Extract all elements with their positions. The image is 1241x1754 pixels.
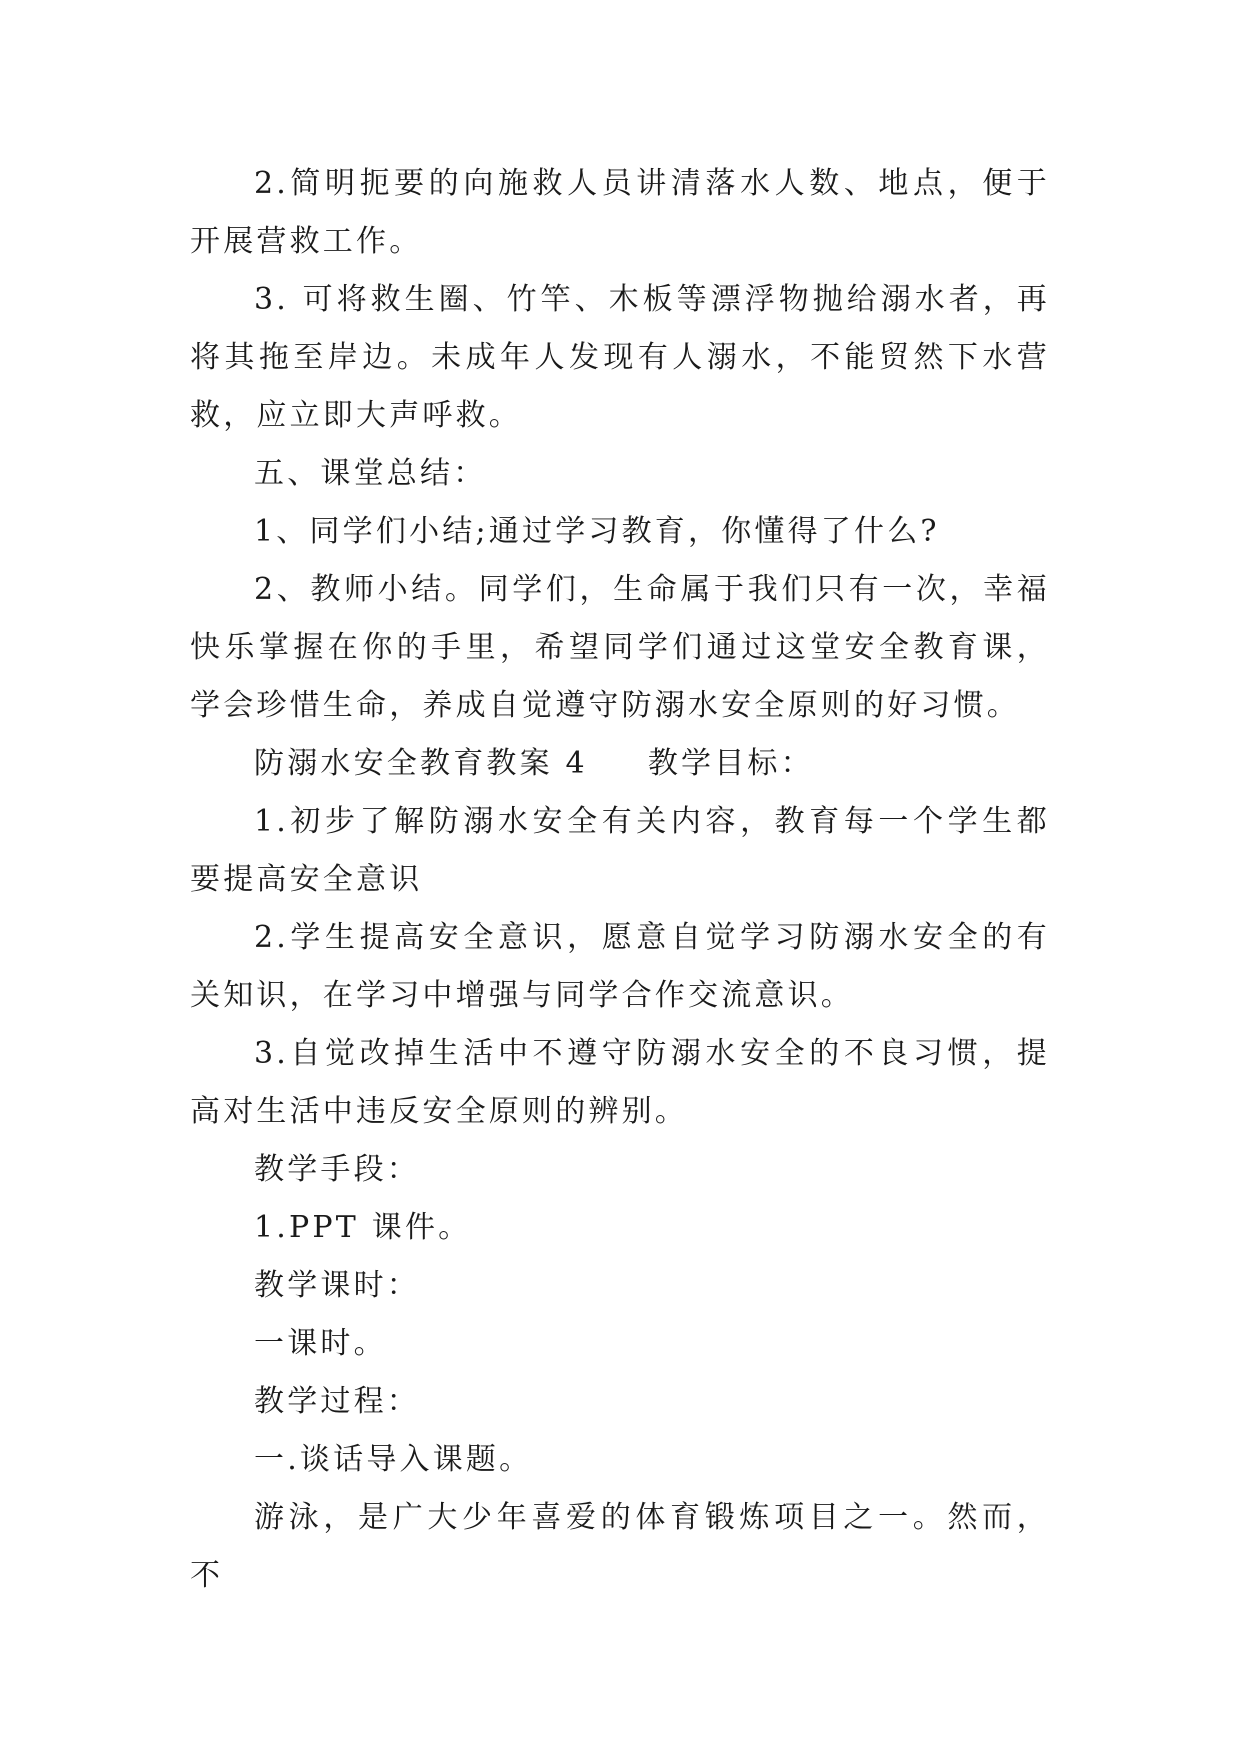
- objective-1: 1.初步了解防溺水安全有关内容，教育每一个学生都要提高安全意识: [190, 804, 1050, 897]
- document-body: [190, 155, 1050, 1605]
- process-step-1: 一.谈话导入课题。: [254, 1442, 533, 1477]
- paragraph-floating-objects: 3. 可将救生圈、竹竿、木板等漂浮物抛给溺水者，再将其拖至岸边。未成年人发现有人溺水，不能贸然下水营救，应立即大声呼救。: [190, 282, 1050, 433]
- paragraph-rescue-report: 2.简明扼要的向施救人员讲清落水人数、地点，便于开展营救工作。: [190, 166, 1050, 259]
- objective-3: 3.自觉改掉生活中不遵守防溺水安全的不良习惯，提高对生活中违反安全原则的辨别。: [190, 1036, 1050, 1129]
- section-subtitle: 教学目标：: [647, 746, 814, 781]
- section-heading: [190, 735, 1050, 793]
- paragraph-student-summary: 1、同学们小结;通过学习教育，你懂得了什么?: [254, 514, 940, 549]
- heading-class-summary: 五、课堂总结：: [254, 456, 487, 491]
- paragraph-swimming-intro: 游泳，是广大少年喜爱的体育锻炼项目之一。然而，不: [190, 1500, 1050, 1593]
- heading-teaching-means: 教学手段：: [254, 1152, 420, 1187]
- heading-teaching-process: 教学过程：: [254, 1384, 420, 1419]
- objective-2: 2.学生提高安全意识，愿意自觉学习防溺水安全的有关知识，在学习中增强与同学合作交流意识。: [190, 920, 1050, 1013]
- paragraph-teacher-summary: 2、教师小结。同学们，生命属于我们只有一次，幸福快乐掌握在你的手里，希望同学们通过这堂安全教育课，学会珍惜生命，养成自觉遵守防溺水安全原则的好习惯。: [190, 572, 1050, 723]
- section-title: 防溺水安全教育教案 4: [254, 746, 588, 781]
- teaching-means-item: 1.PPT 课件。: [254, 1210, 472, 1245]
- class-hours-value: 一课时。: [254, 1326, 387, 1361]
- heading-class-hours: 教学课时：: [254, 1268, 420, 1303]
